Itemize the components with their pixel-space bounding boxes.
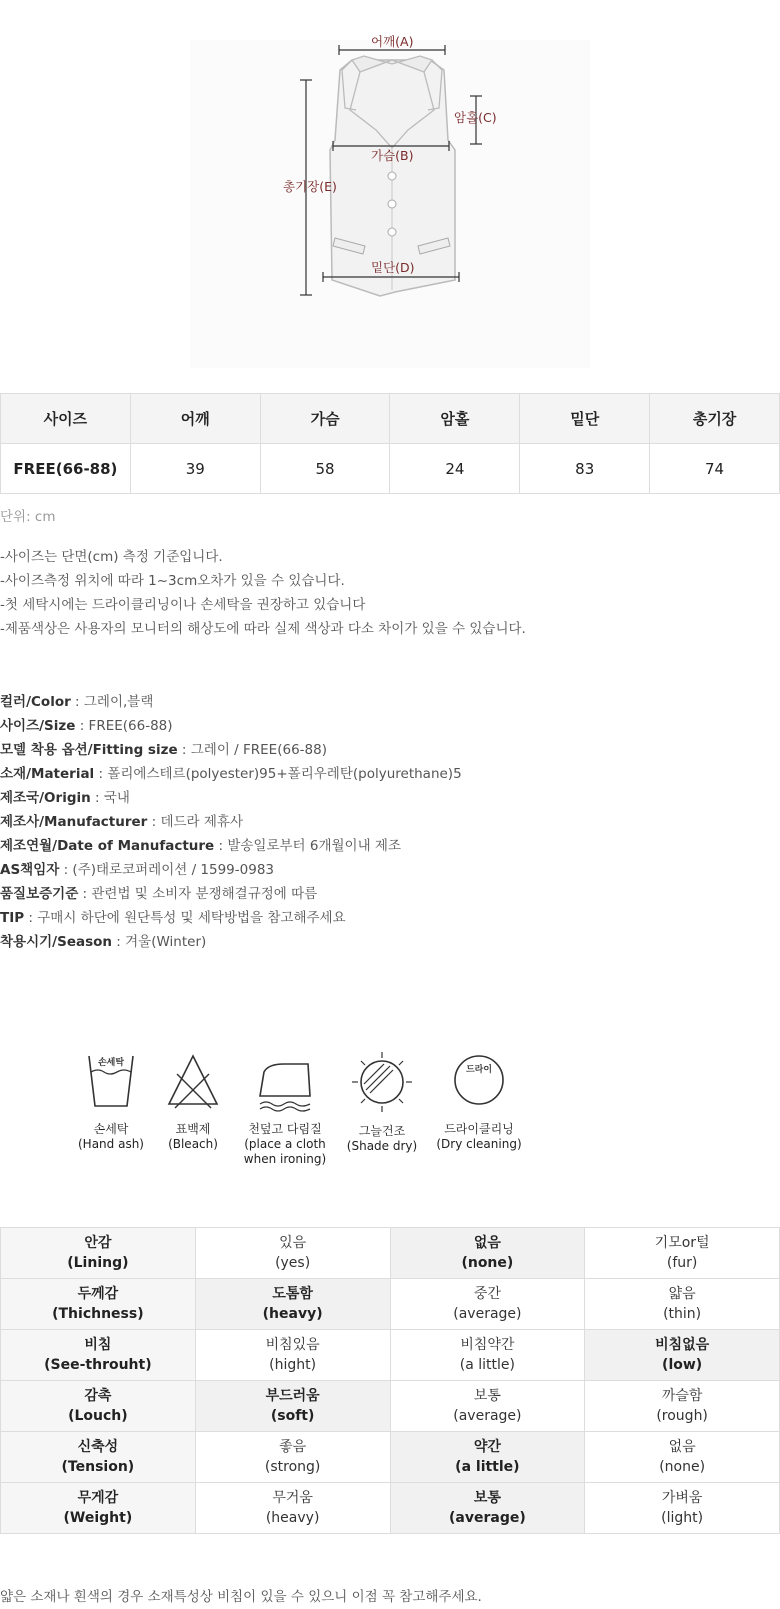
fabric-label bbox=[1, 1381, 196, 1432]
header-cell: 밑단 bbox=[520, 394, 650, 444]
fabric-label bbox=[1, 1432, 196, 1483]
fabric-label-ko: 감촉 bbox=[84, 1388, 112, 1404]
value-cell: 83 bbox=[520, 444, 650, 494]
iron-icon bbox=[250, 1050, 320, 1112]
option-en: (average) bbox=[449, 1510, 526, 1526]
care-label-line: 그늘건조 bbox=[358, 1124, 406, 1138]
fabric-option bbox=[585, 1483, 780, 1534]
option-en: (low) bbox=[662, 1357, 703, 1373]
fabric-row bbox=[1, 1381, 780, 1432]
fabric-option-selected bbox=[195, 1381, 390, 1432]
fabric-row bbox=[1, 1228, 780, 1279]
info-value: : 발송일로부터 6개월이내 제조 bbox=[214, 838, 401, 854]
fabric-option bbox=[390, 1381, 585, 1432]
fabric-row bbox=[1, 1483, 780, 1534]
care-label-line: (Bleach) bbox=[168, 1137, 218, 1151]
value-cell: 74 bbox=[650, 444, 780, 494]
care-label bbox=[327, 1124, 437, 1154]
option-ko: 도톰함 bbox=[272, 1286, 313, 1302]
option-ko: 부드러움 bbox=[265, 1388, 320, 1404]
info-value: : 그레이 / FREE(66-88) bbox=[177, 742, 327, 758]
fabric-option bbox=[390, 1330, 585, 1381]
info-key: 제조국/Origin bbox=[0, 790, 91, 806]
value-cell: 24 bbox=[390, 444, 520, 494]
care-label-line: (place a cloth bbox=[244, 1137, 326, 1151]
info-key: AS책임자 bbox=[0, 862, 60, 878]
option-en: (thin) bbox=[663, 1306, 702, 1322]
info-value: : 겨울(Winter) bbox=[112, 934, 207, 950]
option-en: (light) bbox=[661, 1510, 704, 1526]
fabric-label-en: (Tension) bbox=[61, 1459, 135, 1475]
fabric-option bbox=[585, 1279, 780, 1330]
option-en: (a little) bbox=[459, 1357, 515, 1373]
info-key: 품질보증기준 bbox=[0, 886, 79, 902]
care-label-line: 손세탁 bbox=[93, 1122, 129, 1136]
value-cell: 39 bbox=[130, 444, 260, 494]
note-item: -제품색상은 사용자의 모니터의 해상도에 따라 실제 색상과 다소 차이가 있을 수 있습니다. bbox=[0, 621, 526, 637]
dry-clean-icon bbox=[449, 1050, 509, 1112]
fabric-option bbox=[195, 1330, 390, 1381]
note-item: -첫 세탁시에는 드라이클리닝이나 손세탁을 권장하고 있습니다 bbox=[0, 597, 366, 613]
info-key: 사이즈/Size bbox=[0, 718, 76, 734]
option-ko: 기모or털 bbox=[654, 1235, 710, 1251]
option-en: (rough) bbox=[656, 1408, 708, 1424]
shade-dry-icon bbox=[350, 1050, 414, 1114]
size-table bbox=[0, 393, 780, 494]
info-item bbox=[0, 882, 462, 906]
info-key: 모델 착용 옵션/Fitting size bbox=[0, 742, 178, 758]
svg-text:손세탁: 손세탁 bbox=[97, 1058, 125, 1068]
fabric-row bbox=[1, 1279, 780, 1330]
info-key: 컬러/Color bbox=[0, 694, 71, 710]
fabric-option bbox=[195, 1483, 390, 1534]
fabric-label bbox=[1, 1330, 196, 1381]
option-en: (hight) bbox=[269, 1357, 317, 1373]
fabric-row bbox=[1, 1330, 780, 1381]
option-ko: 보통 bbox=[473, 1490, 501, 1506]
fabric-label-ko: 안감 bbox=[84, 1235, 112, 1251]
care-label-line: (Shade dry) bbox=[346, 1139, 418, 1153]
option-en: (strong) bbox=[264, 1459, 321, 1475]
info-item bbox=[0, 858, 462, 882]
info-value: : 국내 bbox=[90, 790, 130, 806]
option-ko: 비침약간 bbox=[460, 1337, 515, 1353]
option-ko: 비침있음 bbox=[265, 1337, 320, 1353]
hem-label: 밑단(D) bbox=[371, 260, 415, 275]
fabric-table bbox=[0, 1227, 780, 1534]
fabric-option-selected bbox=[585, 1330, 780, 1381]
fabric-label-en: (Louch) bbox=[68, 1408, 128, 1424]
size-cell: FREE(66-88) bbox=[1, 444, 131, 494]
care-label-line: 표백제 bbox=[175, 1122, 211, 1136]
shoulder-label: 어깨(A) bbox=[371, 34, 414, 49]
info-item bbox=[0, 762, 462, 786]
option-en: (fur) bbox=[666, 1255, 698, 1271]
svg-text:드라이: 드라이 bbox=[465, 1065, 493, 1075]
fabric-option-selected bbox=[195, 1279, 390, 1330]
care-label-line: 드라이클리닝 bbox=[444, 1122, 514, 1136]
info-value: : 데드라 제휴사 bbox=[147, 814, 244, 830]
footnote: 얇은 소재나 흰색의 경우 소재특성상 비침이 있을 수 있으니 이점 꼭 참고해주세요. bbox=[0, 1589, 482, 1605]
note-item: -사이즈측정 위치에 따라 1~3cm오차가 있을 수 있습니다. bbox=[0, 573, 345, 589]
no-bleach-icon bbox=[163, 1050, 223, 1112]
chest-label: 가슴(B) bbox=[371, 148, 414, 163]
option-en: (none) bbox=[659, 1459, 706, 1475]
option-en: (average) bbox=[453, 1408, 522, 1424]
care-instructions bbox=[72, 1050, 542, 1170]
fabric-option bbox=[195, 1432, 390, 1483]
care-label-line: 천덮고 다림질 bbox=[248, 1122, 322, 1136]
header-cell: 암홀 bbox=[390, 394, 520, 444]
info-value: : (주)태로코퍼레이션 / 1599-0983 bbox=[59, 862, 275, 878]
fabric-option-selected bbox=[390, 1483, 585, 1534]
care-shade-dry bbox=[327, 1050, 437, 1154]
fabric-option bbox=[390, 1279, 585, 1330]
info-key: 소재/Material bbox=[0, 766, 95, 782]
info-item bbox=[0, 930, 462, 954]
option-en: (yes) bbox=[275, 1255, 311, 1271]
info-key: 제조연월/Date of Manufacture bbox=[0, 838, 215, 854]
option-ko: 약간 bbox=[473, 1439, 501, 1455]
option-ko: 보통 bbox=[473, 1388, 501, 1404]
fabric-label-ko: 두께감 bbox=[77, 1286, 119, 1302]
size-table-row bbox=[1, 444, 780, 494]
option-ko: 까슬함 bbox=[661, 1388, 703, 1404]
info-item bbox=[0, 810, 462, 834]
option-ko: 좋음 bbox=[279, 1439, 307, 1455]
care-label bbox=[230, 1122, 340, 1167]
unit-label: 단위: cm bbox=[0, 509, 56, 525]
option-ko: 무거움 bbox=[272, 1490, 313, 1506]
length-label: 총기장(E) bbox=[283, 179, 337, 194]
header-cell: 총기장 bbox=[650, 394, 780, 444]
fabric-option bbox=[585, 1432, 780, 1483]
info-item bbox=[0, 834, 462, 858]
vest-illustration bbox=[0, 0, 780, 370]
care-label-line: (Hand ash) bbox=[78, 1137, 144, 1151]
care-label-line: (Dry cleaning) bbox=[436, 1137, 522, 1151]
option-ko: 있음 bbox=[279, 1235, 307, 1251]
info-item bbox=[0, 714, 462, 738]
size-table-header bbox=[1, 394, 780, 444]
option-ko: 없음 bbox=[473, 1235, 501, 1251]
care-iron bbox=[230, 1050, 340, 1167]
header-cell: 가슴 bbox=[260, 394, 390, 444]
option-ko: 얇음 bbox=[668, 1286, 696, 1302]
hand-wash-icon bbox=[81, 1050, 141, 1112]
fabric-label-en: (See-throuht) bbox=[44, 1357, 152, 1373]
note-item: -사이즈는 단면(cm) 측정 기준입니다. bbox=[0, 549, 223, 565]
option-en: (a little) bbox=[455, 1459, 520, 1475]
fabric-label bbox=[1, 1483, 196, 1534]
option-en: (soft) bbox=[270, 1408, 315, 1424]
fabric-label-en: (Thichness) bbox=[52, 1306, 144, 1322]
header-cell: 어깨 bbox=[130, 394, 260, 444]
option-en: (none) bbox=[461, 1255, 514, 1271]
info-item bbox=[0, 690, 462, 714]
product-info bbox=[0, 690, 462, 954]
option-en: (heavy) bbox=[265, 1510, 320, 1526]
care-label bbox=[424, 1122, 534, 1152]
armhole-label: 암홀(C) bbox=[454, 110, 497, 125]
fabric-label bbox=[1, 1228, 196, 1279]
value-cell: 58 bbox=[260, 444, 390, 494]
option-ko: 비침없음 bbox=[655, 1337, 710, 1353]
info-value: : 폴리에스테르(polyester)95+폴리우레탄(polyurethane)5 bbox=[94, 766, 462, 782]
info-value: : 구매시 하단에 원단특성 및 세탁방법을 참고해주세요 bbox=[24, 910, 346, 926]
care-dry-clean bbox=[424, 1050, 534, 1152]
fabric-row bbox=[1, 1432, 780, 1483]
option-en: (average) bbox=[453, 1306, 522, 1322]
info-item bbox=[0, 906, 462, 930]
fabric-label-ko: 신축성 bbox=[77, 1439, 119, 1455]
option-ko: 없음 bbox=[668, 1439, 696, 1455]
info-key: TIP bbox=[0, 910, 25, 926]
fabric-option bbox=[585, 1381, 780, 1432]
header-cell: 사이즈 bbox=[1, 394, 131, 444]
care-label-line: when ironing) bbox=[243, 1152, 327, 1166]
fabric-label-ko: 무게감 bbox=[77, 1490, 119, 1506]
fabric-option-selected bbox=[390, 1228, 585, 1279]
info-value: : 그레이,블랙 bbox=[70, 694, 154, 710]
option-ko: 가벼움 bbox=[661, 1490, 703, 1506]
info-value: : 관련법 및 소비자 분쟁해결규정에 따름 bbox=[78, 886, 318, 902]
info-key: 제조사/Manufacturer bbox=[0, 814, 148, 830]
fabric-option-selected bbox=[390, 1432, 585, 1483]
fabric-label bbox=[1, 1279, 196, 1330]
info-item bbox=[0, 738, 462, 762]
fabric-option bbox=[585, 1228, 780, 1279]
option-en: (heavy) bbox=[262, 1306, 323, 1322]
info-value: : FREE(66-88) bbox=[75, 718, 173, 734]
fabric-label-en: (Weight) bbox=[63, 1510, 133, 1526]
fabric-label-ko: 비침 bbox=[84, 1337, 112, 1353]
size-diagram bbox=[0, 0, 780, 370]
fabric-label-en: (Lining) bbox=[67, 1255, 129, 1271]
size-notes bbox=[0, 545, 526, 641]
fabric-option bbox=[195, 1228, 390, 1279]
option-ko: 중간 bbox=[473, 1286, 501, 1302]
info-key: 착용시기/Season bbox=[0, 934, 113, 950]
info-item bbox=[0, 786, 462, 810]
